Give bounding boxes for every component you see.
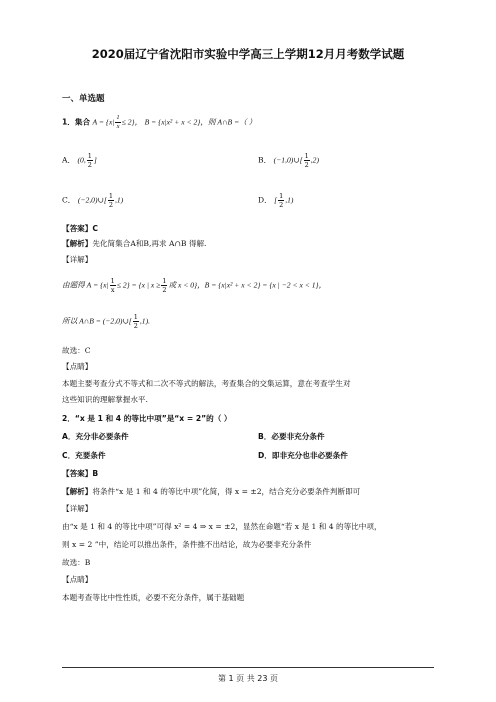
q1-option-a [62, 152, 97, 169]
q1-comment-label: 【点睛】 [62, 362, 93, 371]
q1-option-c [62, 192, 123, 209]
q2-option-b: B．必要非充分条件 [258, 432, 325, 441]
q1-option-b-end: ,2) [310, 155, 319, 165]
q1-detail-line-2 [62, 313, 150, 330]
q1-option-d-frac-num: 1 [279, 192, 284, 200]
footer-divider [62, 667, 434, 668]
q1-option-b-frac-den: 2 [304, 161, 309, 169]
q1-option-d-fraction [278, 192, 284, 209]
page-number: 第 1 页 共 23 页 [218, 674, 278, 683]
q2-detail-line-1: 由“x 是 1 和 4 的等比中项”可得 x² = 4 ⇒ x = ±2，显然在命题“若 x 是 1 和 4 的等比中项， [62, 522, 382, 531]
q1-analysis-label: 【解析】 [62, 239, 93, 248]
q2-analysis-text: 将条件“x 是 1 和 4 的等比中项”化简，得 x = ±2，结合充分必要条件判断即可 [92, 487, 361, 496]
q1-option-b-label: B． [258, 155, 272, 165]
q1-option-b-frac-num: 1 [304, 152, 309, 160]
q1-lead: 1．集合 [62, 117, 91, 127]
q1-answer [62, 223, 98, 234]
q1-option-c-end: ,1) [114, 195, 124, 205]
q1-stem [62, 114, 256, 131]
page-title: 2020届辽宁省沈阳市实验中学高三上学期12月月考数学试题 [91, 47, 405, 61]
q1-option-c-frac-num: 1 [108, 192, 113, 200]
q2-analysis [62, 486, 360, 497]
q1-option-a-frac-den: 2 [87, 161, 92, 169]
q1-set-a-frac-num: 1 [116, 114, 120, 121]
q1-option-c-text: (−2,0)∪[ [77, 195, 107, 205]
q1-detail-fraction-1 [110, 277, 116, 294]
q1-option-c-label: C． [62, 195, 76, 205]
q1-option-d-text: [ [274, 195, 278, 205]
q1-set-a-pre: A = {x| [92, 117, 115, 127]
q1-detail-frac2-num: 1 [162, 277, 167, 285]
q1-detail-1c: 或 x < 0}，B = {x|x² + x < 2} = {x | −2 < x < 1}， [168, 280, 327, 290]
q2-detail-line-2: 则 x = 2 ”中，结论可以推出条件，条件推不出结论，故为必要非充分条件 [62, 540, 312, 549]
q1-set-a-post: ≤ 2}， [121, 117, 143, 127]
q1-detail-frac3-den: 2 [133, 322, 138, 330]
q1-option-c-frac-den: 2 [108, 201, 113, 209]
q2-answer [62, 468, 98, 479]
q2-analysis-label: 【解析】 [62, 487, 93, 496]
q1-set-b: B = {x|x² + x < 2}，则 A∩B =（ ） [144, 117, 257, 127]
q1-detail-frac2-den: 2 [162, 286, 167, 294]
q1-conclusion: 故选：C [62, 346, 91, 355]
q1-detail-1b: ≤ 2} = {x | x ≥ [116, 280, 161, 290]
section-heading: 一、单选题 [62, 94, 105, 104]
q1-analysis-text: 先化简集合A和B,再求 A∩B 得解. [92, 239, 207, 248]
q1-option-a-end: ] [93, 155, 97, 165]
q1-option-b-fraction [304, 152, 310, 169]
q1-detail-frac3-num: 1 [133, 313, 138, 321]
q1-option-b-text: (−1,0)∪[ [273, 155, 303, 165]
q1-option-a-text: (0, [77, 155, 86, 165]
q1-detail-fraction-3 [133, 313, 139, 330]
q1-analysis [62, 238, 206, 249]
q1-option-a-frac-num: 1 [87, 152, 92, 160]
q1-detail-2b: ,1). [139, 316, 151, 326]
q2-option-a: A．充分非必要条件 [62, 432, 129, 441]
q1-comment-line-1: 本题主要考查分式不等式和二次不等式的解法，考查集合的交集运算，意在考查学生对 [62, 379, 351, 388]
q1-set-a-fraction [115, 114, 120, 131]
q1-comment-line-2: 这些知识的理解掌握水平. [62, 395, 148, 404]
q1-detail-1a: 由题得 A = {x| [62, 280, 109, 290]
q1-answer-value: C [92, 224, 98, 233]
q1-answer-label: 【答案】 [62, 224, 93, 233]
q2-answer-value: B [92, 469, 99, 478]
q2-answer-label: 【答案】 [62, 469, 93, 478]
q1-option-d-end: ,1) [285, 195, 294, 205]
q2-option-d: D．即非充分也非必要条件 [258, 451, 348, 460]
q1-option-d-frac-den: 2 [279, 201, 284, 209]
q2-detail-label: 【详解】 [62, 504, 93, 513]
q2-option-c: C．充要条件 [62, 451, 106, 460]
q1-option-d [258, 192, 293, 209]
q2-stem: 2．“x 是 1 和 4 的等比中项”是“x = 2”的（ ） [62, 414, 232, 423]
q1-detail-frac1-den: x [110, 286, 115, 294]
q1-set-a-frac-den: x [116, 123, 120, 130]
q1-option-a-label: A． [62, 155, 76, 165]
q1-option-d-label: D． [258, 195, 272, 205]
q1-detail-2a: 所以 A∩B = (−2,0)∪[ [62, 316, 132, 326]
q2-conclusion: 故选：B [62, 558, 91, 567]
q1-detail-frac1-num: 1 [110, 277, 115, 285]
q1-option-b [258, 152, 319, 169]
q1-option-c-fraction [108, 192, 114, 209]
q1-option-a-fraction [87, 152, 93, 169]
q2-comment-line-1: 本题考查等比中性性质，必要不充分条件，属于基础题 [62, 593, 245, 602]
q1-detail-label: 【详解】 [62, 255, 93, 264]
q2-comment-label: 【点睛】 [62, 575, 93, 584]
q1-detail-fraction-2 [161, 277, 167, 294]
q1-detail-line-1 [62, 277, 326, 294]
